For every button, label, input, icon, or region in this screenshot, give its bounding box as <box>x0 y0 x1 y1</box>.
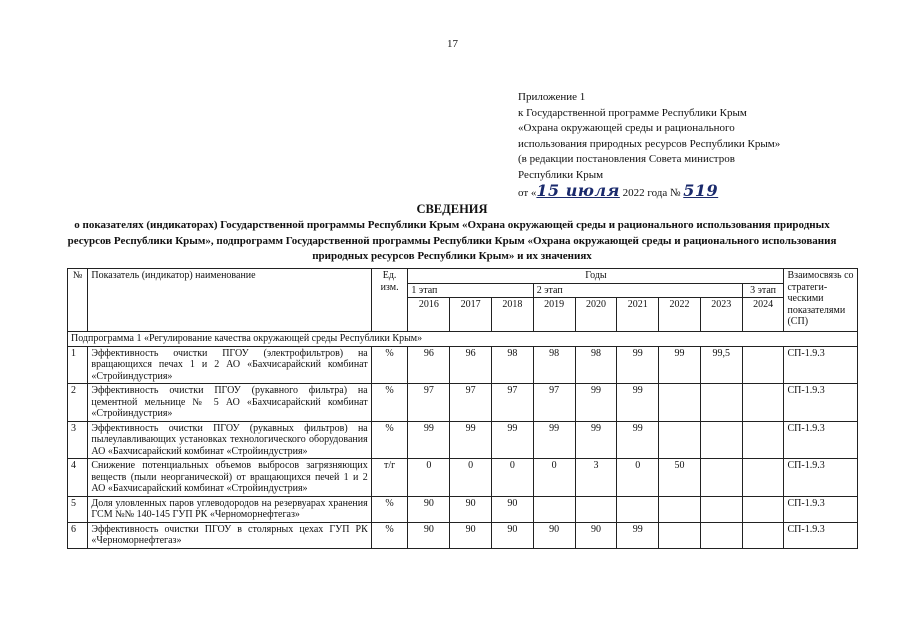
header-year: 2018 <box>491 298 533 332</box>
appendix-line: Республики Крым <box>518 168 604 181</box>
appendix-block <box>518 90 780 202</box>
value-cell: 98 <box>575 346 617 384</box>
value-cell: 99 <box>617 346 659 384</box>
unit-cell: % <box>371 384 408 422</box>
document-subtitle: о показателях (индикаторах) Государственной программы Республики Крым «Охрана окружающей среды и рационального использования природных ресурсов Республики Крым», подпрограмм Государственной программы Республики Крым «Охрана окружающей среды и рационального использования природных ресурсов Республики Крым» и их значениях <box>67 219 837 262</box>
unit-cell: % <box>371 421 408 459</box>
value-cell <box>617 496 659 522</box>
indicators-table <box>67 268 858 549</box>
value-cell <box>533 496 575 522</box>
value-cell: 90 <box>575 522 617 548</box>
value-cell: 0 <box>491 459 533 497</box>
header-name: Показатель (индикатор) наименование <box>88 269 371 332</box>
value-cell: 50 <box>659 459 701 497</box>
value-cell <box>659 496 701 522</box>
value-cell <box>700 459 742 497</box>
header-year: 2019 <box>533 298 575 332</box>
value-cell: 90 <box>533 522 575 548</box>
value-cell: 98 <box>533 346 575 384</box>
document-title: СВЕДЕНИЯ <box>416 202 488 216</box>
unit-cell: % <box>371 346 408 384</box>
table-row <box>68 459 858 497</box>
value-cell <box>659 384 701 422</box>
value-cell <box>659 421 701 459</box>
header-year: 2016 <box>408 298 450 332</box>
row-number-cell: 4 <box>68 459 88 497</box>
strategic-link-cell: СП-1.9.3 <box>784 384 858 422</box>
value-cell: 0 <box>533 459 575 497</box>
header-stage-3: 3 этап <box>742 283 784 298</box>
header-year: 2023 <box>700 298 742 332</box>
value-cell: 96 <box>450 346 492 384</box>
value-cell: 99 <box>491 421 533 459</box>
row-number-cell: 5 <box>68 496 88 522</box>
date-year: 2022 года № <box>619 187 684 199</box>
appendix-line: использования природных ресурсов Республики Крым» <box>518 137 781 150</box>
appendix-line: (в редакции постановления Совета министров <box>518 153 735 165</box>
value-cell: 99 <box>575 421 617 459</box>
strategic-link-cell: СП-1.9.3 <box>784 346 858 384</box>
table-row <box>68 346 858 384</box>
indicator-name-cell: Эффективность очистки ПГОУ (рукавных фильтров) на пылеулавливающих установках технологического оборудования АО «Бахчисарайский комбинат «Стройиндустрия» <box>88 421 371 459</box>
row-number-cell: 6 <box>68 522 88 548</box>
value-cell <box>700 522 742 548</box>
value-cell: 99 <box>659 346 701 384</box>
value-cell: 0 <box>408 459 450 497</box>
row-number-cell: 2 <box>68 384 88 422</box>
table-row <box>68 384 858 422</box>
value-cell <box>700 421 742 459</box>
appendix-line: Приложение 1 <box>518 91 586 103</box>
strategic-link-cell: СП-1.9.3 <box>784 421 858 459</box>
header-year: 2022 <box>659 298 701 332</box>
value-cell: 0 <box>617 459 659 497</box>
value-cell <box>742 496 784 522</box>
page-number: 17 <box>447 38 458 50</box>
strategic-link-cell: СП-1.9.3 <box>784 459 858 497</box>
value-cell <box>742 346 784 384</box>
value-cell: 90 <box>450 522 492 548</box>
date-prefix: от « <box>518 187 537 199</box>
table-row <box>68 421 858 459</box>
value-cell: 90 <box>408 522 450 548</box>
handwritten-date: 15 июля <box>536 181 620 200</box>
indicator-name-cell: Эффективность очистки ПГОУ в столярных цехах ГУП РК «Черноморнефтегаз» <box>88 522 371 548</box>
appendix-line: к Государственной программе Республики Крым <box>518 106 747 119</box>
header-year: 2024 <box>742 298 784 332</box>
indicator-name-cell: Снижение потенциальных объемов выбросов загрязняющих веществ (пыли неорганической) от вращающихся печей 1 и 2 АО «Бахчисарайский комбинат «Стройиндустрия» <box>88 459 371 497</box>
header-num: № <box>68 269 88 332</box>
value-cell <box>742 459 784 497</box>
header-year: 2021 <box>617 298 659 332</box>
value-cell: 99,5 <box>700 346 742 384</box>
value-cell: 90 <box>450 496 492 522</box>
value-cell: 3 <box>575 459 617 497</box>
value-cell <box>575 496 617 522</box>
value-cell: 90 <box>491 522 533 548</box>
table-row <box>68 496 858 522</box>
value-cell: 0 <box>450 459 492 497</box>
header-year: 2020 <box>575 298 617 332</box>
value-cell: 99 <box>575 384 617 422</box>
unit-cell: % <box>371 522 408 548</box>
table-row <box>68 522 858 548</box>
value-cell: 97 <box>533 384 575 422</box>
header-year: 2017 <box>450 298 492 332</box>
header-stage-2: 2 этап <box>533 283 742 298</box>
appendix-date-line <box>518 183 780 202</box>
appendix-line: «Охрана окружающей среды и рационального <box>518 122 735 134</box>
value-cell <box>700 496 742 522</box>
indicator-name-cell: Эффективность очистки ПГОУ (рукавного фильтра) на цементной мельнице № 5 АО «Бахчисарайский комбинат «Стройиндустрия» <box>88 384 371 422</box>
value-cell <box>742 522 784 548</box>
section-row: Подпрограмма 1 «Регулирование качества окружающей среды Республики Крым» <box>68 332 858 347</box>
value-cell <box>742 384 784 422</box>
value-cell: 99 <box>617 421 659 459</box>
row-number-cell: 1 <box>68 346 88 384</box>
value-cell: 90 <box>491 496 533 522</box>
handwritten-number: 519 <box>683 181 719 200</box>
row-number-cell: 3 <box>68 421 88 459</box>
unit-cell: т/г <box>371 459 408 497</box>
indicator-name-cell: Доля уловленных паров углеводородов на резервуарах хранения ГСМ №№ 140-145 ГУП РК «Черноморнефтегаз» <box>88 496 371 522</box>
value-cell: 99 <box>533 421 575 459</box>
value-cell <box>742 421 784 459</box>
header-unit: Ед. изм. <box>371 269 408 332</box>
indicator-name-cell: Эффективность очистки ПГОУ (электрофильтров) на вращающихся печах 1 и 2 АО «Бахчисарайский комбинат «Стройиндустрия» <box>88 346 371 384</box>
header-years: Годы <box>408 269 784 284</box>
value-cell: 99 <box>617 384 659 422</box>
value-cell: 99 <box>408 421 450 459</box>
value-cell: 99 <box>617 522 659 548</box>
strategic-link-cell: СП-1.9.3 <box>784 496 858 522</box>
header-link: Взаимосвязь со стратеги-ческими показателями (СП) <box>784 269 858 332</box>
value-cell <box>659 522 701 548</box>
value-cell: 90 <box>408 496 450 522</box>
unit-cell: % <box>371 496 408 522</box>
value-cell: 97 <box>408 384 450 422</box>
value-cell: 98 <box>491 346 533 384</box>
value-cell <box>700 384 742 422</box>
strategic-link-cell: СП-1.9.3 <box>784 522 858 548</box>
header-stage-1: 1 этап <box>408 283 533 298</box>
value-cell: 97 <box>450 384 492 422</box>
value-cell: 99 <box>450 421 492 459</box>
value-cell: 96 <box>408 346 450 384</box>
value-cell: 97 <box>491 384 533 422</box>
